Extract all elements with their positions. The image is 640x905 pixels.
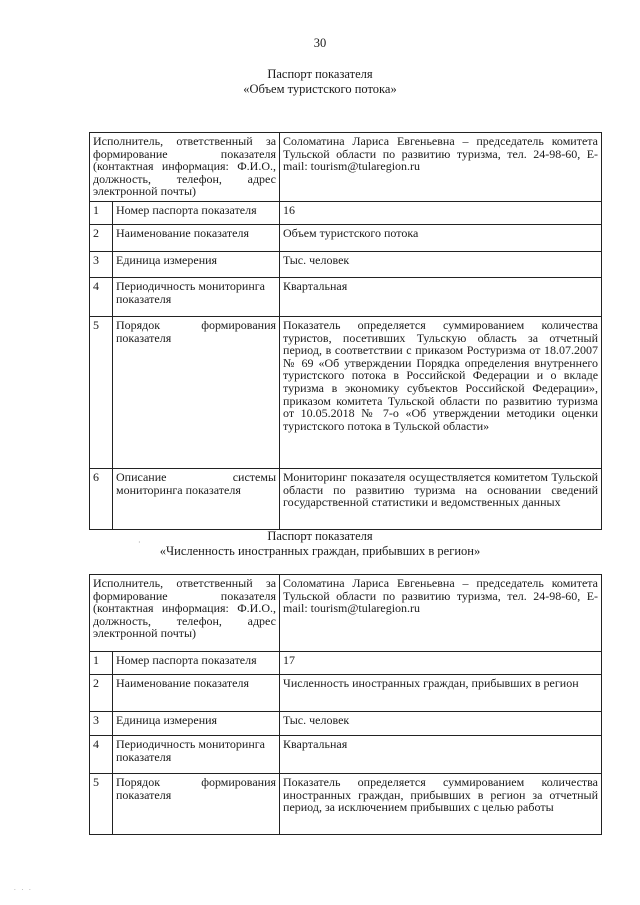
executor-value: Соломатина Лариса Евгеньевна – председатель комитета Тульской области по развитию туризма, тел. 24-98-60, E-mail: tourism@tularegion.ru <box>280 133 602 202</box>
row-number: 4 <box>90 736 113 774</box>
row-label: Описание системы мониторинга показателя <box>113 468 280 529</box>
row-value: 17 <box>280 652 602 675</box>
row-value: Тыс. человек <box>280 251 602 277</box>
row-value: Мониторинг показателя осуществляется комитетом Тульской области по развитию туризма на основании сведений государственной статистики и ведомственных данных <box>280 468 602 529</box>
executor-value: Соломатина Лариса Евгеньевна – председатель комитета Тульской области по развитию туризма, тел. 24-98-60, E-mail: tourism@tularegion.ru <box>280 575 602 652</box>
row-value: Тыс. человек <box>280 712 602 736</box>
executor-row <box>90 133 602 202</box>
table-row <box>90 675 602 712</box>
executor-row <box>90 575 602 652</box>
table-row <box>90 468 602 529</box>
row-number: 1 <box>90 652 113 675</box>
row-value: Показатель определяется суммированием количества иностранных граждан, прибывших в регион за отчетный период, за исключением прибывших с целью работы <box>280 774 602 835</box>
page-number: 30 <box>313 36 327 50</box>
passport-2-heading: Паспорт показателя <box>267 529 373 543</box>
row-number: 3 <box>90 251 113 277</box>
table-row <box>90 774 602 835</box>
row-label: Периодичность мониторинга показателя <box>113 736 280 774</box>
executor-label: Исполнитель, ответственный за формирование показателя (контактная информация: Ф.И.О., должность, телефон, адрес электронной почты) <box>90 575 280 652</box>
row-value: Численность иностранных граждан, прибывших в регион <box>280 675 602 712</box>
passport-1-title <box>0 67 640 97</box>
row-value: Квартальная <box>280 277 602 316</box>
row-label: Порядок формирования показателя <box>113 774 280 835</box>
passport-1-heading: Паспорт показателя <box>267 67 373 81</box>
row-value: 16 <box>280 201 602 224</box>
table-row <box>90 736 602 774</box>
row-number: 6 <box>90 468 113 529</box>
row-value: Показатель определяется суммированием количества туристов, посетивших Тульскую область за отчетный период, в соответствии с приказом Ростуризма от 18.07.2007 № 69 «Об утверждении Порядка определения внутреннего туристского потока в Российской Федерации и о вкладе туризма в экономику субъектов Российской Федерации», приказом комитета Тульской области по развитию туризма от 10.05.2018 № 7-о «Об утверждении методики оценки туристского потока в Тульской области» <box>280 316 602 468</box>
passport-1-subtitle: «Объем туристского потока» <box>243 82 397 96</box>
passport-2-subtitle: «Численность иностранных граждан, прибывших в регион» <box>159 544 481 558</box>
row-label: Единица измерения <box>113 712 280 736</box>
scan-artifact: . . . <box>14 884 33 892</box>
passport-2-title <box>0 529 640 559</box>
row-label: Наименование показателя <box>113 224 280 251</box>
table-row <box>90 277 602 316</box>
table-row <box>90 712 602 736</box>
row-value: Объем туристского потока <box>280 224 602 251</box>
row-number: 2 <box>90 224 113 251</box>
row-number: 5 <box>90 316 113 468</box>
row-number: 4 <box>90 277 113 316</box>
scan-artifact: · <box>138 538 141 547</box>
row-label: Единица измерения <box>113 251 280 277</box>
table-row <box>90 652 602 675</box>
row-number: 2 <box>90 675 113 712</box>
passport-2-table <box>89 574 602 835</box>
table-row <box>90 251 602 277</box>
row-label: Порядок формирования показателя <box>113 316 280 468</box>
table-row <box>90 316 602 468</box>
row-label: Номер паспорта показателя <box>113 201 280 224</box>
row-value: Квартальная <box>280 736 602 774</box>
table-row <box>90 224 602 251</box>
row-number: 5 <box>90 774 113 835</box>
row-label: Номер паспорта показателя <box>113 652 280 675</box>
passport-1-table <box>89 132 602 530</box>
row-label: Наименование показателя <box>113 675 280 712</box>
row-number: 3 <box>90 712 113 736</box>
row-label: Периодичность мониторинга показателя <box>113 277 280 316</box>
table-row <box>90 201 602 224</box>
executor-label: Исполнитель, ответственный за формирование показателя (контактная информация: Ф.И.О., должность, телефон, адрес электронной почты) <box>90 133 280 202</box>
row-number: 1 <box>90 201 113 224</box>
